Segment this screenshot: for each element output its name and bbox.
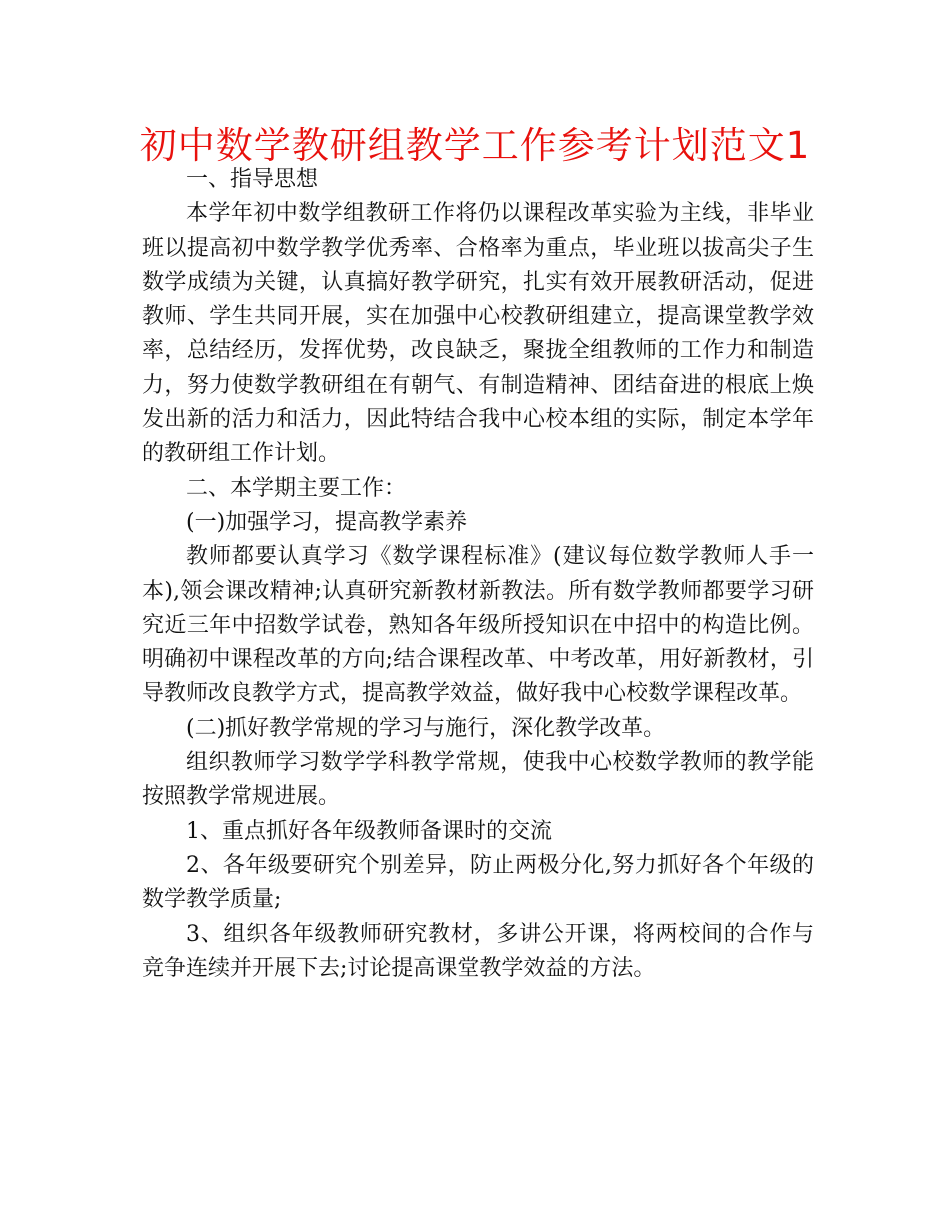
document-title: 初中数学教研组教学工作参考计划范文1 xyxy=(139,124,811,167)
subheading-teaching-routines: (二)抓好教学常规的学习与施行，深化教学改革。 xyxy=(186,715,666,741)
document-body xyxy=(142,163,814,986)
paragraph-guiding-ideology: 本学年初中数学组教研工作将仍以课程改革实验为主线，非毕业班以提高初中数学教学优秀率、合格率为重点，毕业班以拔高尖子生数学成绩为关键，认真搞好教学研究，扎实有效开展教研活动，促进教师、学生共同开展，实在加强中心校教研组建立，提高课堂教学效率，总结经历，发挥优势，改良缺乏，聚拢全组教师的工作力和制造力，努力使数学教研组在有朝气、有制造精神、团结奋进的根底上焕发出新的活力和活力，因此特结合我中心校本组的实际，制定本学年的教研组工作计划。 xyxy=(142,201,814,467)
list-item-1: 1、重点抓好各年级教师备课时的交流 xyxy=(186,818,552,844)
list-item-3: 3、组织各年级教师研究教材，多讲公开课，将两校间的合作与竞争连续并开展下去;讨论提高课堂教学效益的方法。 xyxy=(142,921,814,981)
subheading-strengthen-learning: (一)加强学习，提高教学素养 xyxy=(186,509,468,535)
section-heading-main-work: 二、本学期主要工作： xyxy=(186,475,407,501)
paragraph-teaching-routines: 组织教师学习数学学科教学常规，使我中心校数学教师的教学能按照教学常规进展。 xyxy=(142,750,814,810)
section-heading-guiding-ideology: 一、指导思想 xyxy=(186,167,319,192)
list-item-2: 2、各年级要研究个别差异，防止两极分化,努力抓好各个年级的数学教学质量; xyxy=(142,852,814,913)
paragraph-strengthen-learning: 教师都要认真学习《数学课程标准》(建议每位数学教师人手一本),领会课改精神;认真研究新教材新教法。所有数学教师都要学习研究近三年中招数学试卷，熟知各年级所授知识在中招中的构造比例。明确初中课程改革的方向;结合课程改革、中考改革，用好新教材，引导教师改良教学方式，提高教学效益，做好我中心校数学课程改革。 xyxy=(142,544,814,707)
